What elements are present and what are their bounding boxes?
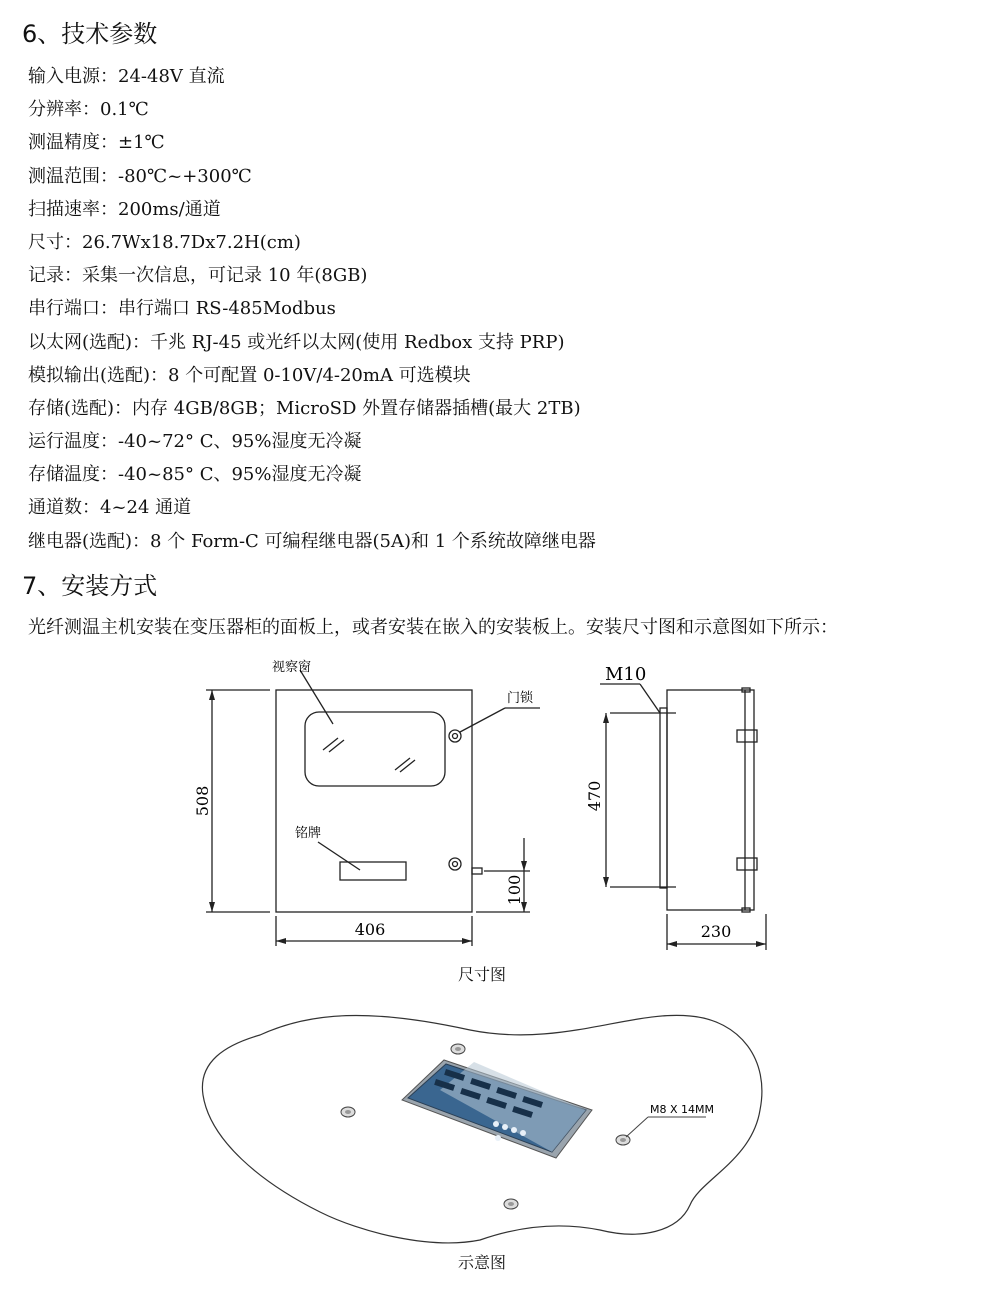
spec-item: 尺寸：26.7Wx18.7Dx7.2H(cm) (28, 231, 301, 253)
mounting-bolt (504, 1199, 518, 1209)
dimension-caption: 尺寸图 (457, 965, 506, 984)
spec-item: 模拟输出(选配)：8 个可配置 0-10V/4-20mA 可选模块 (28, 364, 471, 386)
width-label: 406 (354, 920, 386, 939)
schematic-caption: 示意图 (457, 1253, 506, 1272)
window-label: 视察窗 (272, 660, 312, 675)
bolt-label: M10 (605, 664, 647, 685)
depth-label: 230 (700, 922, 732, 941)
spec-item: 测温精度：±1℃ (28, 132, 165, 154)
bolt-leader (626, 1117, 648, 1137)
section-6-title: 6、技术参数 (22, 20, 158, 48)
offset-label: 100 (505, 874, 524, 906)
lock-label: 门锁 (507, 691, 534, 706)
spec-item: 通道数：4~24 通道 (28, 497, 192, 519)
bolt-spec-label: M8 X 14MM (650, 1103, 714, 1116)
device-unit (402, 1060, 592, 1158)
mounting-bolt (341, 1107, 355, 1117)
height-label: 508 (193, 785, 212, 817)
spec-item: 以太网(选配)：千兆 RJ-45 或光纤以太网(使用 Redbox 支持 PRP) (28, 331, 565, 353)
spec-item: 测温范围：-80℃~+300℃ (28, 165, 252, 187)
spec-item: 串行端口：串行端口 RS-485Modbus (28, 298, 336, 320)
mounting-bolt (451, 1044, 465, 1054)
mounting-bolt (616, 1135, 630, 1145)
spec-item: 继电器(选配)：8 个 Form-C 可编程继电器(5A)和 1 个系统故障继电器 (28, 530, 596, 552)
spec-item: 输入电源：24-48V 直流 (28, 66, 225, 87)
spec-item: 存储(选配)：内存 4GB/8GB；MicroSD 外置存储器插槽(最大 2TB) (28, 397, 581, 419)
side-height-label: 470 (585, 780, 604, 812)
spec-item: 分辨率：0.1℃ (28, 99, 149, 121)
spec-item: 运行温度：-40~72° C、95%湿度无冷凝 (28, 431, 362, 453)
spec-item: 存储温度：-40~85° C、95%湿度无冷凝 (28, 464, 362, 486)
spec-item: 扫描速率：200ms/通道 (28, 198, 221, 220)
section-7-title: 7、安装方式 (22, 572, 158, 600)
install-paragraph: 光纤测温主机安装在变压器柜的面板上，或者安装在嵌入的安装板上。安装尺寸图和示意图如下所示： (28, 617, 838, 638)
nameplate-label: 铭牌 (295, 826, 322, 841)
spec-item: 记录：采集一次信息，可记录 10 年(8GB) (28, 265, 368, 287)
